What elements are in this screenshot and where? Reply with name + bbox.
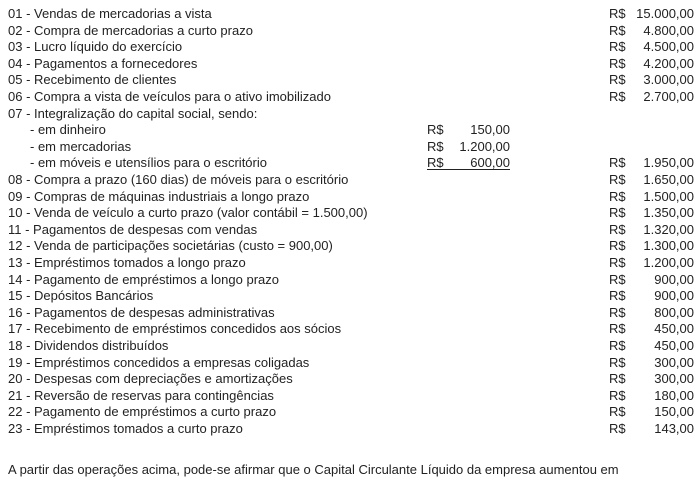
currency: R$ bbox=[609, 155, 626, 171]
amount: 150,00 bbox=[654, 404, 694, 420]
operation-row bbox=[8, 272, 694, 288]
operation-row bbox=[8, 89, 694, 105]
operation-label: 04 - Pagamentos a fornecedores bbox=[8, 55, 198, 71]
operation-label: 21 - Reversão de reservas para contingências bbox=[8, 387, 274, 403]
sub-value: 1.200,00 bbox=[459, 138, 510, 154]
operation-row bbox=[8, 321, 694, 337]
operation-label: - em mercadorias bbox=[30, 138, 132, 154]
operation-label: 13 - Empréstimos tomados a longo prazo bbox=[8, 255, 246, 270]
currency: R$ bbox=[609, 338, 626, 353]
currency: R$ bbox=[609, 288, 626, 304]
operation-label: 18 - Dividendos distribuídos bbox=[8, 338, 169, 353]
amount: 300,00 bbox=[654, 371, 694, 387]
operation-label: 09 - Compras de máquinas industriais a longo prazo bbox=[8, 188, 310, 204]
sub-currency: R$ bbox=[427, 138, 444, 154]
operation-row bbox=[8, 23, 694, 39]
amount: 180,00 bbox=[654, 387, 694, 403]
operation-label: 10 - Venda de veículo a curto prazo (valor contábil = 1.500,00) bbox=[8, 205, 368, 221]
sub-value: 150,00 bbox=[470, 122, 510, 138]
operation-label: 11 - Pagamentos de despesas com vendas bbox=[8, 221, 258, 237]
operation-label: 20 - Despesas com depreciações e amortizações bbox=[8, 371, 293, 387]
operation-label: - em dinheiro bbox=[30, 122, 106, 138]
operation-row bbox=[8, 338, 694, 354]
amount: 1.200,00 bbox=[643, 255, 694, 270]
amount: 1.650,00 bbox=[643, 172, 694, 187]
amount: 900,00 bbox=[654, 288, 694, 304]
operation-label: 12 - Venda de participações societárias (custo = 900,00) bbox=[8, 238, 333, 254]
operation-row bbox=[8, 222, 694, 238]
operation-row bbox=[8, 106, 694, 122]
operation-row bbox=[8, 404, 694, 420]
operation-label: 02 - Compra de mercadorias a curto prazo bbox=[8, 22, 253, 38]
operation-row bbox=[8, 371, 694, 387]
amount: 4.800,00 bbox=[643, 22, 694, 38]
currency: R$ bbox=[609, 271, 626, 287]
amount: 143,00 bbox=[654, 421, 694, 436]
amount: 1.350,00 bbox=[643, 205, 694, 221]
question-text: A partir das operações acima, pode-se afirmar que o Capital Circulante Líquido da empresa aumentou em bbox=[8, 462, 619, 477]
currency: R$ bbox=[609, 238, 626, 254]
operation-label: 03 - Lucro líquido do exercício bbox=[8, 39, 183, 55]
currency: R$ bbox=[609, 321, 626, 337]
amount: 800,00 bbox=[654, 304, 694, 320]
amount: 900,00 bbox=[654, 271, 694, 287]
currency: R$ bbox=[609, 255, 626, 270]
operation-label: 14 - Pagamento de empréstimos a longo prazo bbox=[8, 271, 279, 287]
currency: R$ bbox=[609, 72, 626, 88]
currency: R$ bbox=[609, 404, 626, 420]
sub-item-row bbox=[8, 139, 694, 155]
currency: R$ bbox=[609, 221, 626, 237]
currency: R$ bbox=[609, 304, 626, 320]
currency: R$ bbox=[609, 6, 626, 21]
amount: 450,00 bbox=[654, 321, 694, 337]
sub-currency: R$ bbox=[427, 122, 444, 138]
currency: R$ bbox=[609, 55, 626, 71]
operation-row bbox=[8, 172, 694, 188]
amount: 3.000,00 bbox=[643, 72, 694, 88]
currency: R$ bbox=[609, 371, 626, 387]
amount: 1.320,00 bbox=[643, 221, 694, 237]
operation-label: 06 - Compra a vista de veículos para o ativo imobilizado bbox=[8, 89, 331, 104]
operation-label: 19 - Empréstimos concedidos a empresas coligadas bbox=[8, 354, 310, 370]
amount: 1.300,00 bbox=[643, 238, 694, 254]
amount: 2.700,00 bbox=[643, 89, 694, 104]
operation-row bbox=[8, 72, 694, 88]
amount: 1.500,00 bbox=[643, 188, 694, 204]
operation-row bbox=[8, 56, 694, 72]
operation-row bbox=[8, 238, 694, 254]
operation-label: 05 - Recebimento de clientes bbox=[8, 72, 177, 88]
operation-label: 23 - Empréstimos tomados a curto prazo bbox=[8, 421, 243, 436]
operation-row bbox=[8, 255, 694, 271]
currency: R$ bbox=[609, 89, 626, 104]
operation-row bbox=[8, 288, 694, 304]
amount: 15.000,00 bbox=[636, 6, 694, 21]
amount: 300,00 bbox=[654, 354, 694, 370]
currency: R$ bbox=[609, 387, 626, 403]
operation-row bbox=[8, 189, 694, 205]
operation-label: - em móveis e utensílios para o escritório bbox=[30, 155, 267, 171]
operation-row bbox=[8, 388, 694, 404]
amount: 4.500,00 bbox=[643, 39, 694, 55]
amount: 4.200,00 bbox=[643, 55, 694, 71]
operation-label: 22 - Pagamento de empréstimos a curto prazo bbox=[8, 404, 277, 420]
sub-item-row bbox=[8, 122, 694, 138]
operation-label: 17 - Recebimento de empréstimos concedidos aos sócios bbox=[8, 321, 342, 337]
operation-row bbox=[8, 355, 694, 371]
operation-label: 08 - Compra a prazo (160 dias) de móveis para o escritório bbox=[8, 172, 349, 187]
operation-row bbox=[8, 421, 694, 437]
currency: R$ bbox=[609, 172, 626, 187]
operation-label: 07 - Integralização do capital social, sendo: bbox=[8, 105, 258, 121]
sub-item-row bbox=[8, 155, 694, 171]
currency: R$ bbox=[609, 22, 626, 38]
currency: R$ bbox=[609, 421, 626, 436]
operation-row bbox=[8, 305, 694, 321]
subtotal-underline bbox=[427, 169, 510, 170]
amount: 450,00 bbox=[654, 338, 694, 353]
amount: 1.950,00 bbox=[643, 155, 694, 171]
operation-label: 01 - Vendas de mercadorias a vista bbox=[8, 6, 212, 21]
operation-row bbox=[8, 39, 694, 55]
operation-row bbox=[8, 6, 694, 22]
operation-row bbox=[8, 205, 694, 221]
currency: R$ bbox=[609, 39, 626, 55]
currency: R$ bbox=[609, 188, 626, 204]
sub-value: 600,00 bbox=[470, 155, 510, 171]
currency: R$ bbox=[609, 354, 626, 370]
operation-label: 16 - Pagamentos de despesas administrativas bbox=[8, 304, 275, 320]
currency: R$ bbox=[609, 205, 626, 221]
sub-currency: R$ bbox=[427, 155, 444, 171]
operation-label: 15 - Depósitos Bancários bbox=[8, 288, 154, 304]
